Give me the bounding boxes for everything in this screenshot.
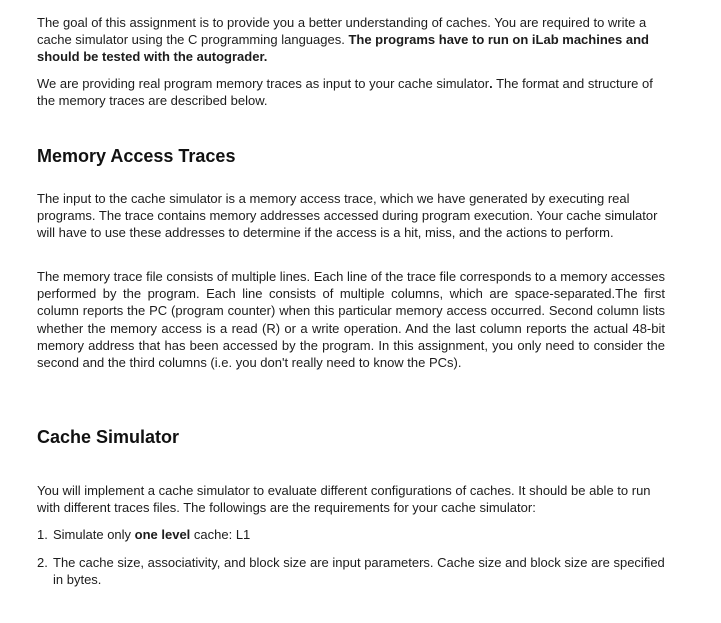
section-heading-cache-simulator: Cache Simulator: [37, 427, 180, 447]
list-text: [53, 554, 665, 588]
intro-text: The goal of this assignment is to provide you a better understanding of caches. You are required to write a cache simulator using the C programming languages.: [37, 15, 647, 48]
simulator-paragraph: You will implement a cache simulator to evaluate different configurations of caches. It should be able to run with different traces files. The followings are the requirements for your cache simulator:: [37, 483, 651, 516]
list-text: [53, 526, 665, 543]
traces-intro-text-2: The format and structure of the memory traces are described below.: [37, 76, 653, 109]
intro-bold-text: The programs have to run on iLab machines and should be tested with the autograder.: [37, 32, 649, 65]
intro-paragraph: [37, 14, 665, 66]
list-item: [37, 526, 665, 543]
traces-intro-text: We are providing real program memory traces as input to your cache simulator: [37, 76, 490, 91]
list-number: 1.: [37, 527, 48, 542]
list-text-pre: The cache size, associativity, and block size are input parameters. Cache size and block size are specified in bytes.: [53, 555, 665, 588]
list-item: [37, 554, 665, 588]
section-heading-memory-access-traces: Memory Access Traces: [37, 146, 236, 166]
list-text-post: cache: L1: [190, 527, 251, 542]
list-number: 2.: [37, 555, 48, 570]
list-text-pre: Simulate only: [53, 527, 135, 542]
traces-intro-paragraph: [37, 75, 665, 109]
list-text-bold: one level: [134, 527, 191, 542]
traces-paragraph-1: The input to the cache simulator is a memory access trace, which we have generated by executing real programs. The trace contains memory addresses accessed during program execution. Your cache simulator will have to use these addresses to determine if the access is a hit, miss, and the actions to perform.: [37, 191, 658, 241]
traces-paragraph-2: The memory trace file consists of multiple lines. Each line of the trace file corresponds to a memory accesses performed by the program. Each line consists of multiple columns, which are space-separated.The first column reports the PC (program counter) when this particular memory access occurred. Second column lists whether the memory access is a read (R) or a write operation. And the last column reports the actual 48-bit memory address that has been accessed by the program. In this assignment, you only need to consider the second and the third columns (i.e. you don't really need to know the PCs).: [37, 269, 665, 371]
traces-intro-period: .: [489, 76, 493, 91]
